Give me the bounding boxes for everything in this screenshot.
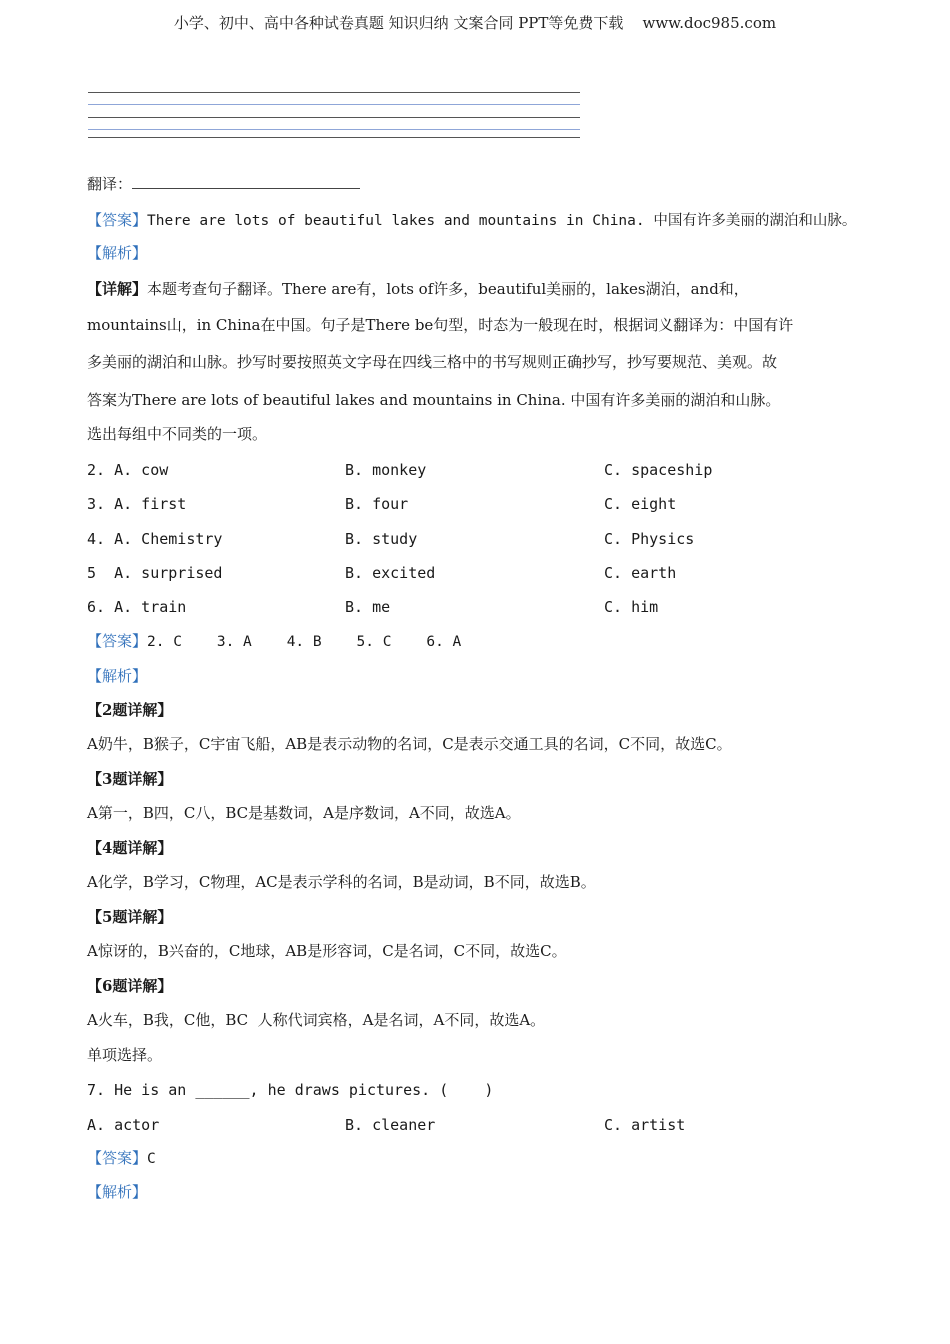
detail-text: A奶牛，B猴子，C宇宙飞船，AB是表示动物的名词，C是表示交通工具的名词，C不同，故选C。 [87, 735, 732, 753]
option-a: 4. A. Chemistry [87, 530, 223, 548]
option-a: 3. A. first [87, 495, 187, 513]
q1-detail-line-2: mountains山，in China在中国。句子是There be句型，时态为一般现在时，根据词义翻译为：中国有许 [87, 316, 794, 334]
option-a: 5 A. surprised [87, 564, 223, 582]
analysis-tag: 【解析】 [87, 667, 148, 685]
q1-analysis-tag: 【解析】 [87, 244, 148, 262]
option-c: C. artist [604, 1116, 686, 1134]
detail-text: A化学，B学习，C物理，AC是表示学科的名词，B是动词，B不同，故选B。 [87, 873, 596, 891]
option-b: B. cleaner [345, 1116, 436, 1134]
option-a: A. actor [87, 1116, 160, 1134]
option-b: B. study [345, 530, 418, 548]
option-c: C. eight [604, 495, 677, 513]
detail-text: A火车，B我，C他，BC 人称代词宾格，A是名词，A不同，故选A。 [87, 1011, 546, 1029]
detail-tag: 【4题详解】 [87, 839, 173, 857]
answer-text: C [147, 1151, 156, 1167]
option-b: B. monkey [345, 461, 427, 479]
q1-detail-line-4: 答案为There are lots of beautiful lakes and mountains in China. 中国有许多美丽的湖泊和山脉。 [87, 391, 781, 409]
answer-text: There are lots of beautiful lakes and mountains in China. 中国有许多美丽的湖泊和山脉。 [147, 213, 857, 229]
page-header: 小学、初中、高中各种试卷真题 知识归纳 文案合同 PPT等免费下载 www.doc985.com [173, 14, 777, 32]
q7-answer [87, 1148, 156, 1169]
detail-text: 本题考查句子翻译。There are有，lots of许多，beautiful美丽的，lakes湖泊，and和， [147, 280, 749, 298]
question-stem: 7. He is an ______, he draws pictures. ( ) [87, 1081, 494, 1099]
translate-label: 翻译： [87, 175, 133, 193]
translate-blank [132, 176, 360, 189]
answers-line [87, 631, 461, 652]
detail-tag: 【5题详解】 [87, 908, 173, 926]
option-b: B. excited [345, 564, 436, 582]
answer-tag: 【答案】 [87, 632, 148, 650]
option-a: 2. A. cow [87, 461, 169, 479]
section-title: 单项选择。 [87, 1046, 163, 1064]
detail-tag: 【详解】 [87, 280, 148, 298]
q1-detail-line-1 [87, 279, 749, 299]
detail-tag: 【2题详解】 [87, 701, 173, 719]
detail-tag: 【3题详解】 [87, 770, 173, 788]
analysis-tag: 【解析】 [87, 1183, 148, 1201]
detail-tag: 【6题详解】 [87, 977, 173, 995]
option-c: C. earth [604, 564, 677, 582]
answer-tag: 【答案】 [87, 1149, 148, 1167]
option-a: 6. A. train [87, 598, 187, 616]
section-title: 选出每组中不同类的一项。 [87, 425, 268, 443]
answer-tag: 【答案】 [87, 211, 148, 229]
q1-detail-line-3: 多美丽的湖泊和山脉。抄写时要按照英文字母在四线三格中的书写规则正确抄写，抄写要规范、美观。故 [87, 353, 778, 371]
detail-text: A第一，B四，C八，BC是基数词，A是序数词，A不同，故选A。 [87, 804, 521, 822]
answer-text: 2. C 3. A 4. B 5. C 6. A [147, 634, 462, 650]
four-line-grid [88, 90, 580, 142]
q1-answer [87, 210, 856, 231]
option-c: C. him [604, 598, 659, 616]
option-b: B. four [345, 495, 409, 513]
detail-text: A惊讶的，B兴奋的，C地球，AB是形容词，C是名词，C不同，故选C。 [87, 942, 567, 960]
option-c: C. Physics [604, 530, 695, 548]
option-b: B. me [345, 598, 391, 616]
translate-line [87, 174, 360, 194]
option-c: C. spaceship [604, 461, 713, 479]
